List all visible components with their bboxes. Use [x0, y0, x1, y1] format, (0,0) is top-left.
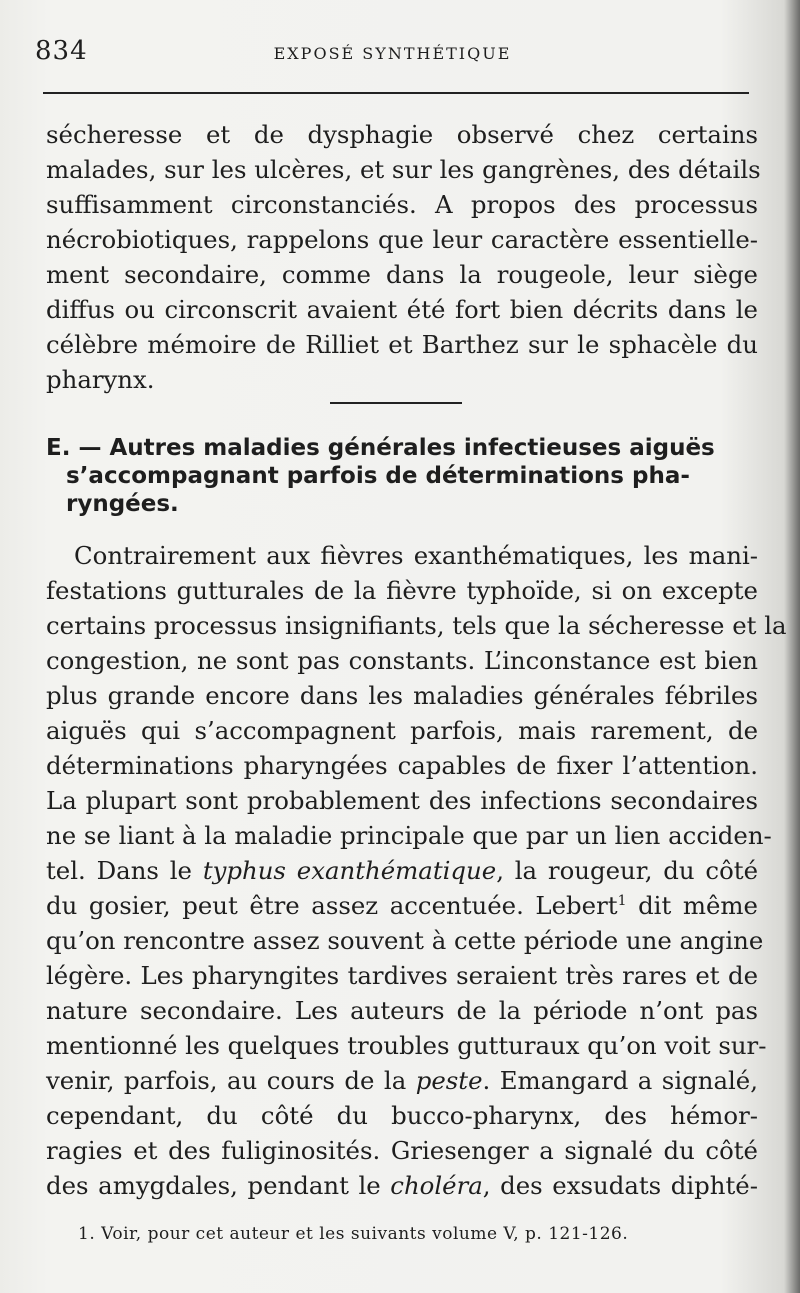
text-line: diffus ou circonscrit avaient été fort bien décrits dans le [46, 295, 758, 324]
text-run: venir, parfois, au cours de la [46, 1066, 416, 1095]
running-title: EXPOSÉ SYNTHÉTIQUE [273, 44, 512, 63]
page-number: 834 [35, 36, 88, 66]
paragraph-continuation [46, 117, 761, 397]
text-line: déterminations pharyngées capables de fixer l’attention. [46, 751, 758, 780]
text-line: ment secondaire, comme dans la rougeole, leur siège [46, 260, 758, 289]
text-line: légère. Les pharyngites tardives seraient très rares et de [46, 961, 758, 990]
heading-line: s’accompagnant parfois de déterminations pha- [66, 463, 690, 489]
text-run: . Emangard a signalé, [482, 1066, 758, 1095]
text-line: plus grande encore dans les maladies générales fébriles [46, 681, 758, 710]
text-line: ne se liant à la maladie principale que par un lien acciden- [46, 821, 772, 850]
text-line [46, 888, 758, 923]
text-run: du gosier, peut être assez accentuée. Lebert [46, 891, 618, 920]
text-line: cependant, du côté du bucco-pharynx, des hémor- [46, 1101, 758, 1130]
text-run: dit même [626, 891, 758, 920]
text-line: aiguës qui s’accompagnent parfois, mais rarement, de [46, 716, 758, 745]
footnote-marker[interactable]: 1 [617, 893, 627, 909]
heading-line: ryngées. [66, 491, 179, 517]
text-line: suffisamment circonstanciés. A propos des processus [46, 190, 758, 219]
text-line: nécrobiotiques, rappelons que leur caractère essentielle- [46, 225, 758, 254]
text-line: célèbre mémoire de Rilliet et Barthez sur le sphacèle du [46, 330, 758, 359]
page-header [35, 36, 750, 76]
text-line: pharynx. [46, 365, 155, 394]
text-run: des amygdales, pendant le [46, 1171, 391, 1200]
text-run: , la rougeur, du côté [496, 856, 759, 885]
header-rule [43, 92, 749, 94]
section-divider [330, 402, 462, 404]
text-run: tel. Dans le [46, 856, 203, 885]
text-run: , des exsudats diphté- [482, 1171, 758, 1200]
text-line: festations gutturales de la fièvre typhoïde, si on excepte [46, 576, 758, 605]
text-line: congestion, ne sont pas constants. L’inconstance est bien [46, 646, 758, 675]
text-line: mentionné les quelques troubles gutturaux qu’on voit sur- [46, 1031, 767, 1060]
text-line: ragies et des fuliginosités. Griesenger a signalé du côté [46, 1136, 758, 1165]
footnote: 1. Voir, pour cet auteur et les suivants volume V, p. 121-126. [78, 1224, 629, 1244]
italic-term: typhus exanthématique [202, 856, 497, 885]
text-line [46, 1168, 758, 1203]
heading-line: E. — Autres maladies générales infectieuses aiguës [46, 435, 715, 461]
text-line [46, 1063, 758, 1098]
text-line: certains processus insignifiants, tels que la sécheresse et la [46, 611, 787, 640]
text-line: qu’on rencontre assez souvent à cette période une angine [46, 926, 764, 955]
italic-term: choléra [390, 1171, 483, 1200]
text-line: sécheresse et de dysphagie observé chez certains [46, 120, 758, 149]
italic-term: peste [415, 1066, 483, 1095]
text-line: nature secondaire. Les auteurs de la période n’ont pas [46, 996, 758, 1025]
section-heading [46, 434, 758, 518]
text-line: Contrairement aux fièvres exanthématiques, les mani- [74, 541, 758, 570]
paragraph-body [46, 538, 787, 1203]
text-line: La plupart sont probablement des infections secondaires [46, 786, 758, 815]
text-line: malades, sur les ulcères, et sur les gangrènes, des détails [46, 155, 761, 184]
text-line [46, 853, 758, 888]
